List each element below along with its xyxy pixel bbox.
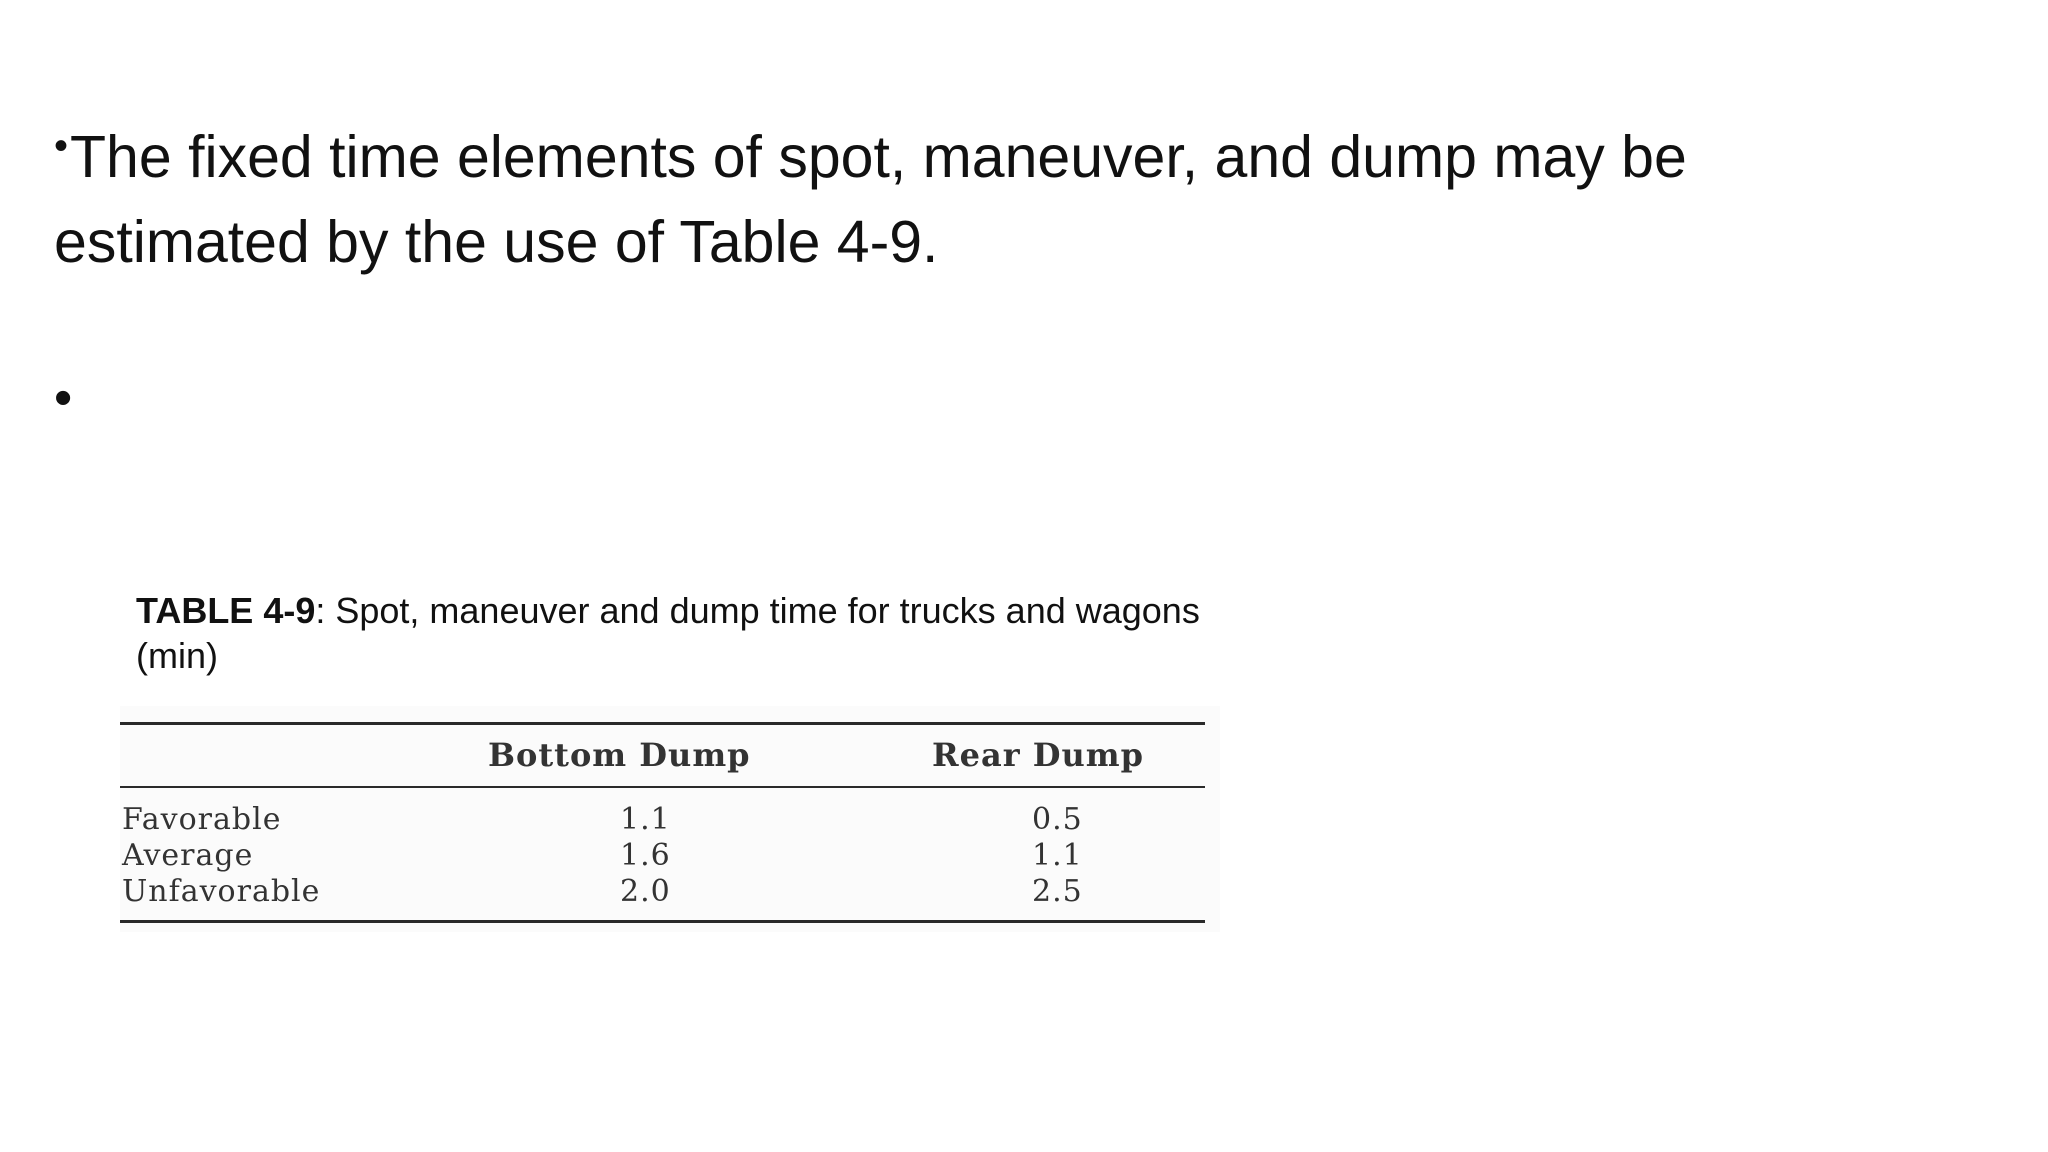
table-caption-text: : Spot, maneuver and dump time for trucks and wagons (min) (136, 590, 1200, 676)
bullet-dot-icon: • (54, 124, 69, 168)
spot-maneuver-dump-table (120, 706, 1220, 932)
table-caption-label: TABLE 4-9 (136, 590, 316, 631)
row-label-unfavorable: Unfavorable (122, 874, 321, 909)
bullet-text-1: The fixed time elements of spot, maneuver, and dump may be estimated by the use of Table 4-9. (54, 124, 1687, 275)
cell-average-bottom-dump: 1.6 (620, 838, 671, 873)
table-rule-bottom (120, 920, 1205, 923)
cell-unfavorable-bottom-dump: 2.0 (620, 874, 671, 909)
row-label-average: Average (122, 838, 254, 873)
cell-unfavorable-rear-dump: 2.5 (1032, 874, 1083, 909)
bullet-item-1 (54, 118, 1954, 281)
column-header-bottom-dump: Bottom Dump (488, 736, 751, 774)
table-rule-top (120, 722, 1205, 725)
table-rule-header (120, 786, 1205, 788)
bullet-item-2-empty: • (54, 369, 73, 427)
column-header-rear-dump: Rear Dump (932, 736, 1144, 774)
cell-favorable-bottom-dump: 1.1 (620, 802, 671, 837)
bullet-list (54, 118, 1954, 281)
table-caption (136, 588, 1216, 678)
cell-favorable-rear-dump: 0.5 (1032, 802, 1083, 837)
cell-average-rear-dump: 1.1 (1032, 838, 1083, 873)
row-label-favorable: Favorable (122, 802, 282, 837)
